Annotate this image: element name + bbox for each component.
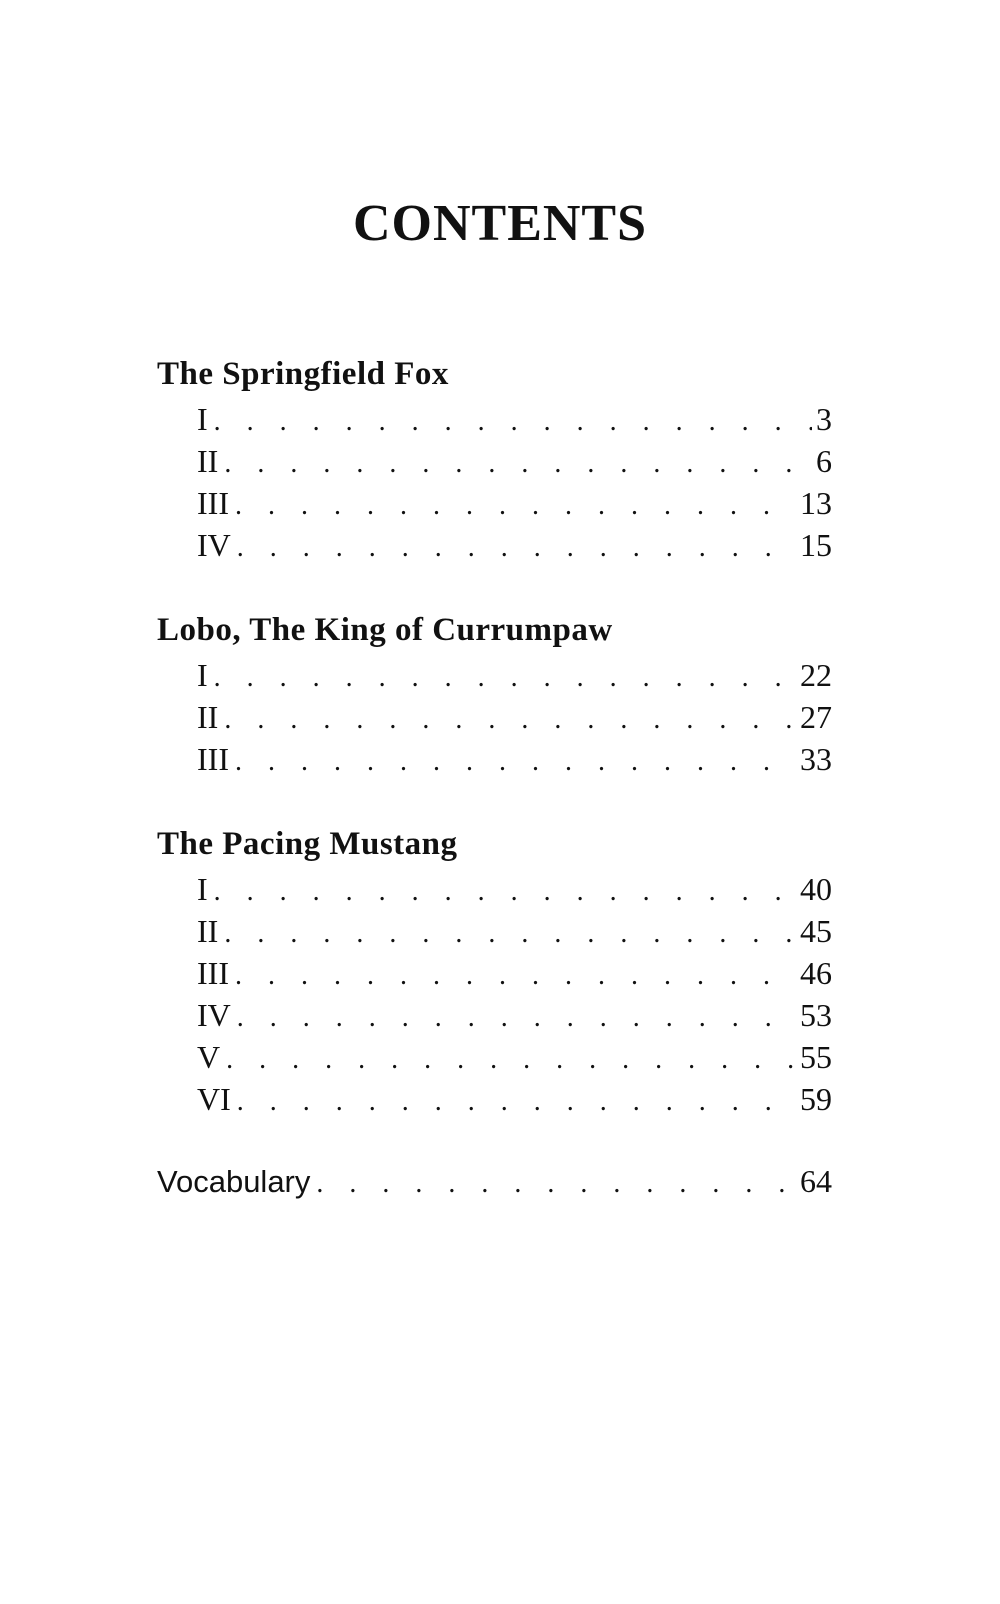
page-number: 13 — [800, 485, 832, 521]
dot-leader — [214, 871, 796, 913]
page-number: 45 — [800, 913, 832, 949]
page-number: 22 — [800, 657, 832, 693]
toc-entry[interactable] — [157, 1078, 832, 1120]
dot-leader — [316, 1163, 796, 1205]
toc-entry[interactable] — [157, 1036, 832, 1078]
chapter-label: V — [197, 1039, 221, 1075]
dot-leader — [214, 401, 812, 443]
toc-entry[interactable] — [157, 738, 832, 780]
page-number: 33 — [800, 741, 832, 777]
toc-entry[interactable] — [157, 524, 832, 566]
chapter-label: II — [197, 699, 219, 735]
dot-leader — [237, 527, 796, 569]
page-title: CONTENTS — [352, 195, 648, 252]
dot-leader — [235, 741, 796, 783]
toc-entry[interactable] — [157, 994, 832, 1036]
toc-section-springfield-fox — [157, 350, 832, 566]
chapter-label: VI — [197, 1081, 231, 1117]
toc-entry[interactable] — [157, 910, 832, 952]
page-number: 27 — [800, 699, 832, 735]
chapter-label: II — [197, 913, 219, 949]
toc-section-vocabulary — [157, 1160, 832, 1202]
toc-entry[interactable] — [157, 952, 832, 994]
section-title: The Springfield Fox — [157, 356, 449, 392]
toc-entry-vocabulary[interactable] — [157, 1160, 832, 1202]
chapter-label: II — [197, 443, 219, 479]
page-number: 15 — [800, 527, 832, 563]
toc-entry[interactable] — [157, 398, 832, 440]
chapter-label: III — [197, 955, 229, 991]
section-title: The Pacing Mustang — [157, 826, 458, 862]
dot-leader — [237, 1081, 796, 1123]
chapter-label: IV — [197, 527, 231, 563]
page-number: 55 — [800, 1039, 832, 1075]
page-number: 6 — [816, 443, 832, 479]
dot-leader — [235, 485, 796, 527]
table-of-contents — [157, 350, 832, 1202]
chapter-label: I — [197, 401, 208, 437]
page-number: 40 — [800, 871, 832, 907]
page-number: 46 — [800, 955, 832, 991]
chapter-label: III — [197, 741, 229, 777]
toc-section-lobo — [157, 606, 832, 780]
toc-entry[interactable] — [157, 654, 832, 696]
chapter-label: I — [197, 871, 208, 907]
toc-section-pacing-mustang — [157, 820, 832, 1120]
toc-entry[interactable] — [157, 868, 832, 910]
dot-leader — [224, 443, 812, 485]
toc-entry[interactable] — [157, 482, 832, 524]
section-title: Lobo, The King of Currumpaw — [157, 612, 613, 648]
page-number: 3 — [816, 401, 832, 437]
toc-entry[interactable] — [157, 440, 832, 482]
dot-leader — [224, 699, 796, 741]
dot-leader — [237, 997, 796, 1039]
page-number: 53 — [800, 997, 832, 1033]
dot-leader — [214, 657, 796, 699]
toc-entry[interactable] — [157, 696, 832, 738]
page-number: 64 — [800, 1163, 832, 1199]
chapter-label: IV — [197, 997, 231, 1033]
dot-leader — [224, 913, 796, 955]
dot-leader — [226, 1039, 796, 1081]
chapter-label: III — [197, 485, 229, 521]
chapter-label: I — [197, 657, 208, 693]
page-number: 59 — [800, 1081, 832, 1117]
vocabulary-label: Vocabulary — [157, 1164, 311, 1199]
dot-leader — [235, 955, 796, 997]
